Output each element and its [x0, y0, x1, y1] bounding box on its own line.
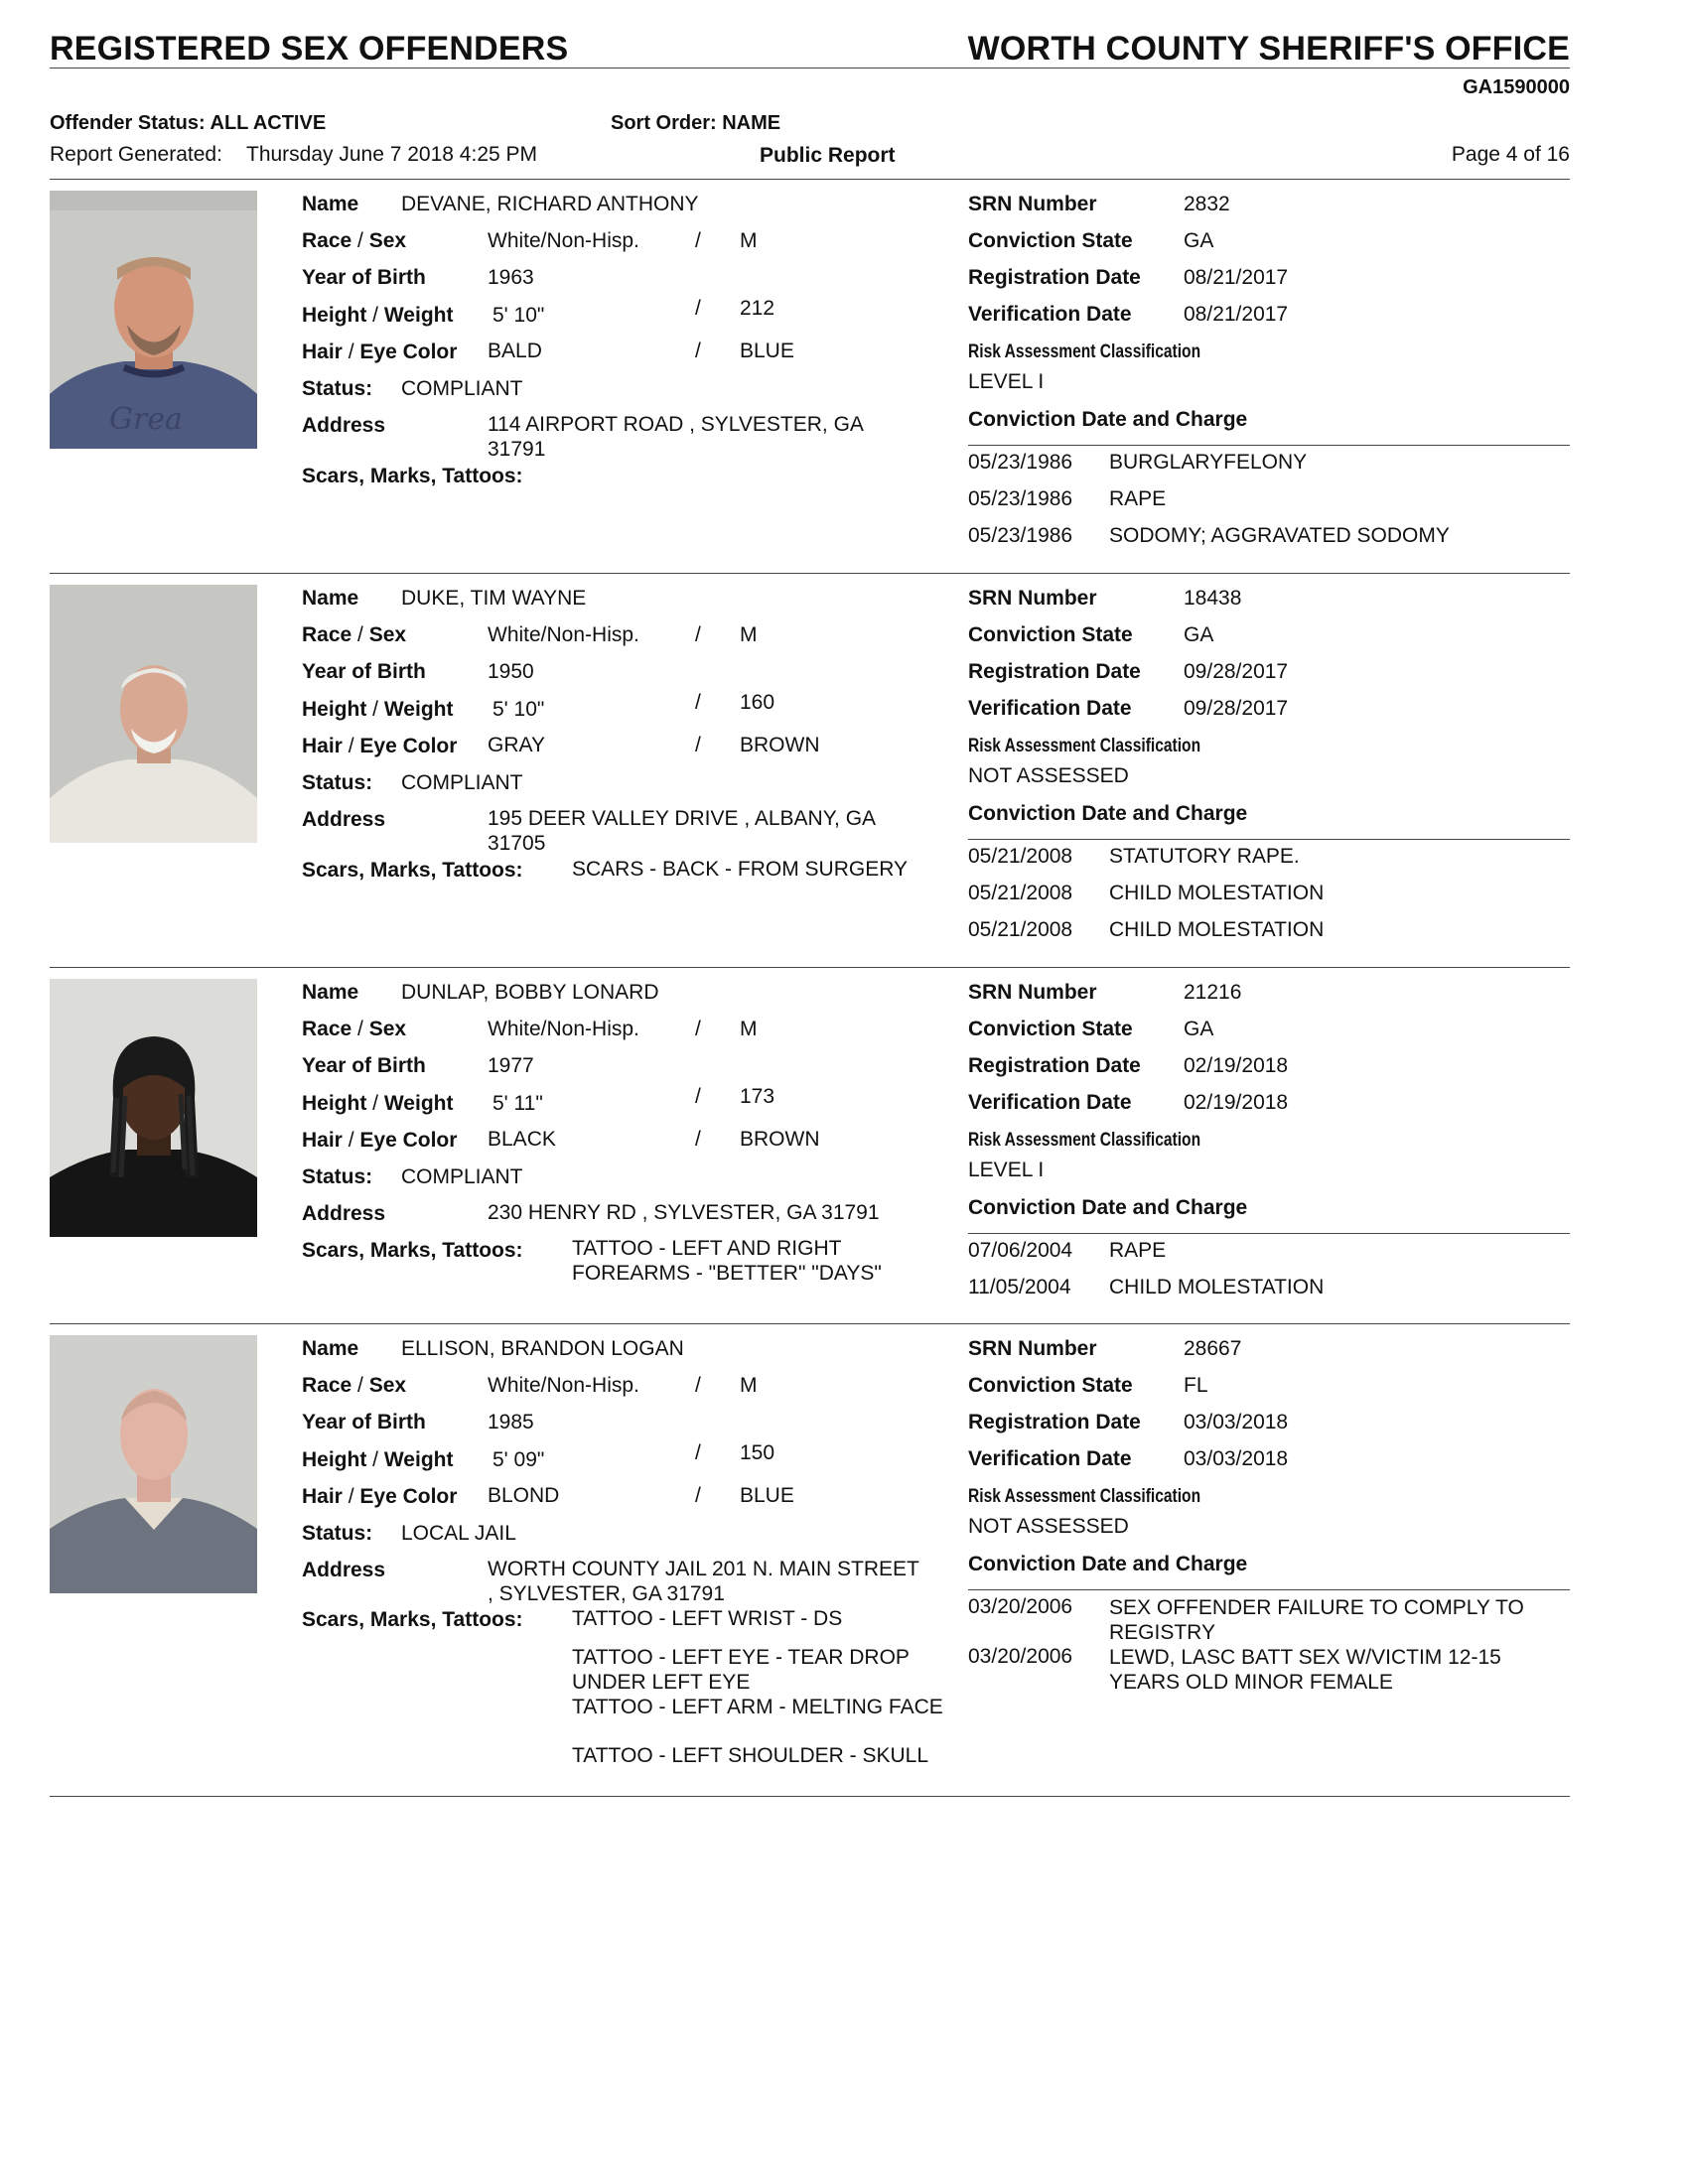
- verification-date-value: 09/28/2017: [1184, 697, 1289, 720]
- conviction-divider: [968, 1589, 1570, 1590]
- hair-value: BLACK: [488, 1128, 556, 1151]
- conviction-header: Conviction Date and Charge: [968, 1553, 1248, 1575]
- registration-date-label: Registration Date: [968, 1054, 1141, 1077]
- eye-color-value: BROWN: [740, 1128, 820, 1151]
- conviction-state-label: Conviction State: [968, 1374, 1133, 1397]
- address-line-2: 31705: [488, 832, 546, 855]
- status-value: COMPLIANT: [401, 771, 523, 794]
- name-label: Name: [302, 1337, 359, 1360]
- height-label: Height: [302, 1448, 367, 1471]
- risk-label: Risk Assessment Classification: [968, 736, 1201, 756]
- year-of-birth-value: 1950: [488, 660, 534, 683]
- label-separator: /: [372, 698, 379, 721]
- conviction-state-label: Conviction State: [968, 229, 1133, 252]
- conviction-header: Conviction Date and Charge: [968, 408, 1248, 431]
- eye-color-value: BLUE: [740, 1484, 794, 1507]
- srn-label: SRN Number: [968, 587, 1097, 610]
- year-of-birth-value: 1963: [488, 266, 534, 289]
- sex-label: Sex: [368, 623, 407, 646]
- label-separator: /: [357, 1374, 363, 1397]
- height-label: Height: [302, 304, 367, 327]
- sex-value: M: [740, 1018, 758, 1040]
- verification-date-label: Verification Date: [968, 1447, 1132, 1470]
- scars-label: Scars, Marks, Tattoos:: [302, 465, 523, 487]
- sex-label: Sex: [368, 229, 407, 252]
- scars-label: Scars, Marks, Tattoos:: [302, 1608, 523, 1631]
- value-separator: /: [695, 1128, 701, 1151]
- address-line-2: 31791: [488, 438, 546, 461]
- srn-value: 2832: [1184, 193, 1230, 215]
- scar-entry: TATTOO - LEFT WRIST - DS: [572, 1607, 843, 1630]
- race-label: Race: [302, 229, 352, 252]
- address-line-1: 114 AIRPORT ROAD , SYLVESTER, GA: [488, 413, 864, 436]
- hair-label: Hair: [302, 1129, 343, 1152]
- weight-value: 160: [740, 691, 775, 714]
- name-label: Name: [302, 193, 359, 215]
- weight-value: 150: [740, 1441, 775, 1464]
- registration-date-label: Registration Date: [968, 266, 1141, 289]
- conviction-header: Conviction Date and Charge: [968, 1196, 1248, 1219]
- race-value: White/Non-Hisp.: [488, 623, 639, 646]
- scar-entry: TATTOO - LEFT ARM - MELTING FACE: [572, 1696, 943, 1718]
- status-label: Status:: [302, 771, 373, 794]
- verification-date-value: 08/21/2017: [1184, 303, 1289, 326]
- conviction-divider: [968, 445, 1570, 446]
- status-value: LOCAL JAIL: [401, 1522, 516, 1545]
- value-separator: /: [695, 229, 701, 252]
- offender-name: DEVANE, RICHARD ANTHONY: [401, 193, 699, 215]
- conviction-state-value: GA: [1184, 1018, 1214, 1040]
- weight-label: Weight: [383, 1448, 454, 1471]
- report-generated-value: Thursday June 7 2018 4:25 PM: [246, 143, 538, 166]
- conviction-state-label: Conviction State: [968, 623, 1133, 646]
- record-divider: [50, 1796, 1570, 1797]
- conviction-state-value: GA: [1184, 229, 1214, 252]
- eye-color-label: Eye Color: [359, 1129, 458, 1152]
- svg-text:Grea: Grea: [109, 402, 183, 437]
- height-weight-label: [302, 1092, 453, 1116]
- label-separator: /: [357, 1018, 363, 1040]
- report-title: REGISTERED SEX OFFENDERS: [50, 30, 569, 68]
- eye-color-label: Eye Color: [359, 735, 458, 757]
- registration-date-label: Registration Date: [968, 660, 1141, 683]
- value-separator: /: [695, 691, 701, 714]
- risk-label: Risk Assessment Classification: [968, 1130, 1201, 1151]
- offender-photo: [50, 585, 257, 843]
- offender-photo: [50, 979, 257, 1237]
- value-separator: /: [695, 1085, 701, 1108]
- risk-value: LEVEL I: [968, 1159, 1045, 1181]
- report-generated-label: Report Generated:: [50, 143, 222, 166]
- race-sex-label: [302, 623, 406, 647]
- conviction-charge: STATUTORY RAPE.: [1109, 845, 1300, 868]
- label-separator: /: [372, 1092, 379, 1115]
- address-label: Address: [302, 414, 386, 437]
- conviction-state-label: Conviction State: [968, 1018, 1133, 1040]
- race-label: Race: [302, 1018, 352, 1040]
- year-of-birth-value: 1985: [488, 1411, 534, 1433]
- address-line-1: 195 DEER VALLEY DRIVE , ALBANY, GA: [488, 807, 877, 830]
- offender-name: DUKE, TIM WAYNE: [401, 587, 587, 610]
- value-separator: /: [695, 1441, 701, 1464]
- name-label: Name: [302, 981, 359, 1004]
- scar-entry: TATTOO - LEFT EYE - TEAR DROP UNDER LEFT EYE: [572, 1646, 910, 1694]
- height-value: 5' 10": [492, 698, 545, 721]
- status-value: COMPLIANT: [401, 377, 523, 400]
- page-number: Page 4 of 16: [1451, 143, 1570, 166]
- conviction-charge: CHILD MOLESTATION: [1109, 882, 1325, 904]
- report-type: Public Report: [760, 144, 896, 167]
- sex-value: M: [740, 623, 758, 646]
- eye-color-value: BROWN: [740, 734, 820, 756]
- race-label: Race: [302, 1374, 352, 1397]
- conviction-charge: SEX OFFENDER FAILURE TO COMPLY TO REGISTRY: [1109, 1596, 1524, 1644]
- label-separator: /: [357, 229, 363, 252]
- hair-eye-label: [302, 341, 457, 364]
- conviction-charge: RAPE: [1109, 487, 1167, 510]
- hair-eye-label: [302, 735, 457, 758]
- hair-eye-label: [302, 1129, 457, 1153]
- conviction-charge: LEWD, LASC BATT SEX W/VICTIM 12-15 YEARS OLD MINOR FEMALE: [1109, 1646, 1501, 1694]
- eye-color-label: Eye Color: [359, 341, 458, 363]
- label-separator: /: [348, 1485, 354, 1508]
- offender-status-filter: Offender Status: ALL ACTIVE: [50, 112, 327, 134]
- address-label: Address: [302, 1202, 386, 1225]
- sex-value: M: [740, 229, 758, 252]
- offender-photo: [50, 1335, 257, 1593]
- srn-label: SRN Number: [968, 193, 1097, 215]
- label-separator: /: [348, 341, 354, 363]
- value-separator: /: [695, 734, 701, 756]
- conviction-date: 05/21/2008: [968, 918, 1073, 941]
- weight-label: Weight: [383, 698, 454, 721]
- conviction-divider: [968, 839, 1570, 840]
- offender-photo: [50, 191, 257, 449]
- height-label: Height: [302, 698, 367, 721]
- sex-label: Sex: [368, 1018, 407, 1040]
- height-weight-label: [302, 698, 453, 722]
- srn-value: 18438: [1184, 587, 1242, 610]
- hair-label: Hair: [302, 735, 343, 757]
- label-separator: /: [348, 1129, 354, 1152]
- race-label: Race: [302, 623, 352, 646]
- risk-label: Risk Assessment Classification: [968, 1486, 1201, 1507]
- header-bottom-divider: [50, 179, 1570, 180]
- year-of-birth-label: Year of Birth: [302, 1411, 426, 1433]
- race-sex-label: [302, 229, 406, 253]
- sex-value: M: [740, 1374, 758, 1397]
- offender-name: DUNLAP, BOBBY LONARD: [401, 981, 659, 1004]
- agency-code: GA1590000: [1463, 76, 1570, 98]
- conviction-date: 05/23/1986: [968, 524, 1073, 547]
- address-line-2: , SYLVESTER, GA 31791: [488, 1582, 725, 1605]
- value-separator: /: [695, 1018, 701, 1040]
- status-value: COMPLIANT: [401, 1165, 523, 1188]
- name-label: Name: [302, 587, 359, 610]
- weight-value: 212: [740, 297, 775, 320]
- scars-label: Scars, Marks, Tattoos:: [302, 859, 523, 882]
- race-value: White/Non-Hisp.: [488, 1374, 639, 1397]
- verification-date-value: 02/19/2018: [1184, 1091, 1289, 1114]
- conviction-state-value: FL: [1184, 1374, 1208, 1397]
- height-weight-label: [302, 1448, 453, 1472]
- label-separator: /: [357, 623, 363, 646]
- conviction-state-value: GA: [1184, 623, 1214, 646]
- record-divider: [50, 967, 1570, 968]
- verification-date-label: Verification Date: [968, 1091, 1132, 1114]
- record-divider: [50, 573, 1570, 574]
- race-sex-label: [302, 1018, 406, 1041]
- address-label: Address: [302, 808, 386, 831]
- conviction-date: 05/21/2008: [968, 845, 1073, 868]
- scars-label: Scars, Marks, Tattoos:: [302, 1239, 523, 1262]
- conviction-header: Conviction Date and Charge: [968, 802, 1248, 825]
- conviction-date: 07/06/2004: [968, 1239, 1073, 1262]
- weight-label: Weight: [383, 1092, 454, 1115]
- height-value: 5' 11": [492, 1092, 543, 1115]
- year-of-birth-label: Year of Birth: [302, 1054, 426, 1077]
- status-label: Status:: [302, 1165, 373, 1188]
- eye-color-label: Eye Color: [359, 1485, 458, 1508]
- height-value: 5' 09": [492, 1448, 545, 1471]
- scar-entry: TATTOO - LEFT AND RIGHT FOREARMS - "BETTER" "DAYS": [572, 1237, 882, 1285]
- address-line-1: 230 HENRY RD , SYLVESTER, GA 31791: [488, 1201, 880, 1224]
- conviction-charge: CHILD MOLESTATION: [1109, 1276, 1325, 1298]
- label-separator: /: [348, 735, 354, 757]
- risk-value: LEVEL I: [968, 370, 1045, 393]
- value-separator: /: [695, 340, 701, 362]
- offender-name: ELLISON, BRANDON LOGAN: [401, 1337, 684, 1360]
- registration-date-value: 03/03/2018: [1184, 1411, 1289, 1433]
- conviction-charge: SODOMY; AGGRAVATED SODOMY: [1109, 524, 1450, 547]
- race-value: White/Non-Hisp.: [488, 1018, 639, 1040]
- registration-date-value: 08/21/2017: [1184, 266, 1289, 289]
- scar-entry: TATTOO - LEFT SHOULDER - SKULL: [572, 1744, 929, 1767]
- hair-label: Hair: [302, 341, 343, 363]
- conviction-date: 05/23/1986: [968, 487, 1073, 510]
- verification-date-label: Verification Date: [968, 303, 1132, 326]
- sex-label: Sex: [368, 1374, 407, 1397]
- hair-label: Hair: [302, 1485, 343, 1508]
- year-of-birth-value: 1977: [488, 1054, 534, 1077]
- status-label: Status:: [302, 377, 373, 400]
- conviction-date: 03/20/2006: [968, 1595, 1073, 1618]
- scar-entry: SCARS - BACK - FROM SURGERY: [572, 858, 908, 881]
- height-weight-label: [302, 304, 453, 328]
- record-divider: [50, 1323, 1570, 1324]
- height-label: Height: [302, 1092, 367, 1115]
- hair-value: BLOND: [488, 1484, 560, 1507]
- registration-date-label: Registration Date: [968, 1411, 1141, 1433]
- address-line-1: WORTH COUNTY JAIL 201 N. MAIN STREET: [488, 1558, 919, 1580]
- risk-value: NOT ASSESSED: [968, 1515, 1129, 1538]
- eye-color-value: BLUE: [740, 340, 794, 362]
- year-of-birth-label: Year of Birth: [302, 660, 426, 683]
- race-sex-label: [302, 1374, 406, 1398]
- hair-eye-label: [302, 1485, 457, 1509]
- hair-value: GRAY: [488, 734, 545, 756]
- race-value: White/Non-Hisp.: [488, 229, 639, 252]
- conviction-date: 03/20/2006: [968, 1645, 1073, 1668]
- status-label: Status:: [302, 1522, 373, 1545]
- registration-date-value: 09/28/2017: [1184, 660, 1289, 683]
- value-separator: /: [695, 623, 701, 646]
- verification-date-label: Verification Date: [968, 697, 1132, 720]
- label-separator: /: [372, 1448, 379, 1471]
- conviction-divider: [968, 1233, 1570, 1234]
- sort-order: Sort Order: NAME: [611, 112, 781, 134]
- conviction-charge: CHILD MOLESTATION: [1109, 918, 1325, 941]
- label-separator: /: [372, 304, 379, 327]
- weight-value: 173: [740, 1085, 775, 1108]
- conviction-date: 05/21/2008: [968, 882, 1073, 904]
- srn-label: SRN Number: [968, 1337, 1097, 1360]
- conviction-charge: RAPE: [1109, 1239, 1167, 1262]
- verification-date-value: 03/03/2018: [1184, 1447, 1289, 1470]
- risk-label: Risk Assessment Classification: [968, 341, 1201, 362]
- address-label: Address: [302, 1559, 386, 1581]
- agency-title: WORTH COUNTY SHERIFF'S OFFICE: [967, 30, 1570, 68]
- conviction-charge: BURGLARYFELONY: [1109, 451, 1308, 474]
- weight-label: Weight: [383, 304, 454, 327]
- value-separator: /: [695, 297, 701, 320]
- conviction-date: 05/23/1986: [968, 451, 1073, 474]
- registration-date-value: 02/19/2018: [1184, 1054, 1289, 1077]
- srn-value: 21216: [1184, 981, 1242, 1004]
- value-separator: /: [695, 1374, 701, 1397]
- hair-value: BALD: [488, 340, 542, 362]
- height-value: 5' 10": [492, 304, 545, 327]
- risk-value: NOT ASSESSED: [968, 764, 1129, 787]
- conviction-date: 11/05/2004: [968, 1276, 1071, 1298]
- year-of-birth-label: Year of Birth: [302, 266, 426, 289]
- srn-value: 28667: [1184, 1337, 1242, 1360]
- srn-label: SRN Number: [968, 981, 1097, 1004]
- value-separator: /: [695, 1484, 701, 1507]
